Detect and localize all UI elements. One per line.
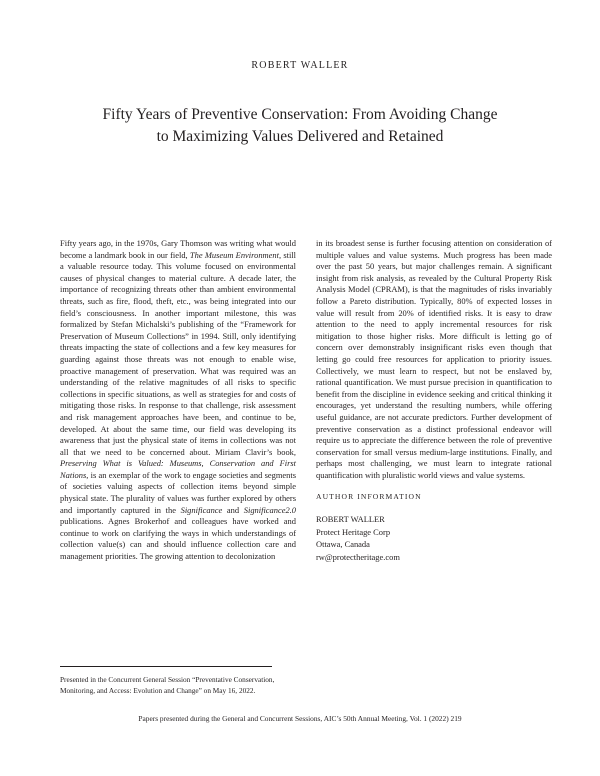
text-run: and bbox=[222, 504, 244, 515]
page-footer: Papers presented during the General and Concurrent Sessions, AIC’s 50th Annual Meeting, Vol. 1 (2022) 219 bbox=[138, 714, 462, 723]
footnote-divider bbox=[60, 666, 272, 667]
text-run: , is an exemplar of the work to engage societies and segments of societies valuing aspects of collection items beyond simple physical state. The plurality of values was further explored by others and importantly captured in the bbox=[60, 469, 296, 515]
text-run: , still a valuable resource today. This volume focused on environmental causes of physical changes to material culture. A decade later, the importance of recognizing threats other than ambient environmental threats, such as fire, flood, theft, etc., was being integrated into our field’s consciousness. In another important milestone, this was formalized by Stefan Michalski’s publishing of the “Framework for Preservation of Museum Collections” in 1994. Still, only identifying threats impacting the state of collections and a few key measures for guarding against those threats was not enough to enable wise, proactive management of preservation. What was required was an understanding of the relative magnitudes of all risks to specific collections in specific situations, as well as strategies for and costs of mitigating those risks. In response to that challenge, risk assessment and risk management approaches have been, and continue to be, developed. At about the same time, our field was developing its awareness that just the physical state of items in collections was not all that we need to be concerned about. Miriam Clavir’s book, bbox=[60, 249, 296, 457]
book-title-preserving-what-is-valued: Preserving What is Valued: Museums, Conservation and First Nations bbox=[60, 458, 296, 480]
author-name: ROBERT WALLER bbox=[316, 514, 385, 525]
author-email: rw@protectheritage.com bbox=[316, 551, 400, 562]
running-head: ROBERT WALLER bbox=[251, 60, 349, 71]
body-paragraph: in its broadest sense is further focusing attention on consideration of multiple values and value systems. Much progress has been made over the past 50 years, but major challenges remain. A significant insight from risk analysis, as revealed by the Cultural Property Risk Analysis Model (CPRAM), is that the magnitudes of risks invariably follow a Pareto distribution. Typically, 80% of expected losses in value will result from 20% of identified risks. It is easy to draw attention to the need to apply incremental resources for risk mitigation to those higher risks. More difficult is letting go of concern over demonstrably insignificant risks even though that letting go could free resources for application to priority issues. Collectively, we must learn to respect, but not be enslaved by, rational quantification. We must pursue precision in quantification to benefit from the discipline in evidence seeking and critical thinking it encourages, yet understand the resulting numbers, while offering useful guidance, are not accurate predictors. Further development of preventive conservation as a distinct professional endeavor will require us to appreciate the difference between the role of preventive conservation for small versus medium-large institutions. Finally, and perhaps most challenging, we must learn to integrate rational quantification with pluralistic world views and value systems. bbox=[316, 238, 552, 480]
text-run: Fifty years ago, in the 1970s, Gary Thomson was writing what would become a landmark book in our field, bbox=[60, 238, 296, 260]
text-run: publications. Agnes Brokerhof and colleagues have worked and continue to work on clarifying the ways in which understandings of collection value(s) can and should influence collection care and management priorities. The growing attention to decolonization bbox=[60, 516, 296, 562]
author-organization: Protect Heritage Corp bbox=[316, 526, 391, 537]
body-column-left bbox=[60, 238, 296, 563]
body-column-right bbox=[316, 238, 552, 563]
author-information bbox=[316, 513, 552, 563]
publication-significance: Significance bbox=[180, 504, 223, 515]
footnote-line-2: Monitoring, and Access: Evolution and Change” on May 16, 2022. bbox=[60, 686, 256, 696]
body-paragraph bbox=[60, 238, 296, 563]
footnote-line-1: Presented in the Concurrent General Session “Preventative Conservation, bbox=[60, 675, 275, 684]
publication-significance-2: Significance2.0 bbox=[243, 504, 297, 515]
footnote bbox=[60, 674, 300, 697]
book-title-museum-environment: The Museum Environment bbox=[189, 249, 279, 260]
paper-title bbox=[80, 104, 520, 148]
title-line-2: to Maximizing Values Delivered and Retained bbox=[156, 128, 444, 145]
title-line-1: Fifty Years of Preventive Conservation: From Avoiding Change bbox=[102, 106, 498, 123]
author-location: Ottawa, Canada bbox=[316, 539, 370, 550]
author-information-heading: AUTHOR INFORMATION bbox=[316, 492, 422, 502]
